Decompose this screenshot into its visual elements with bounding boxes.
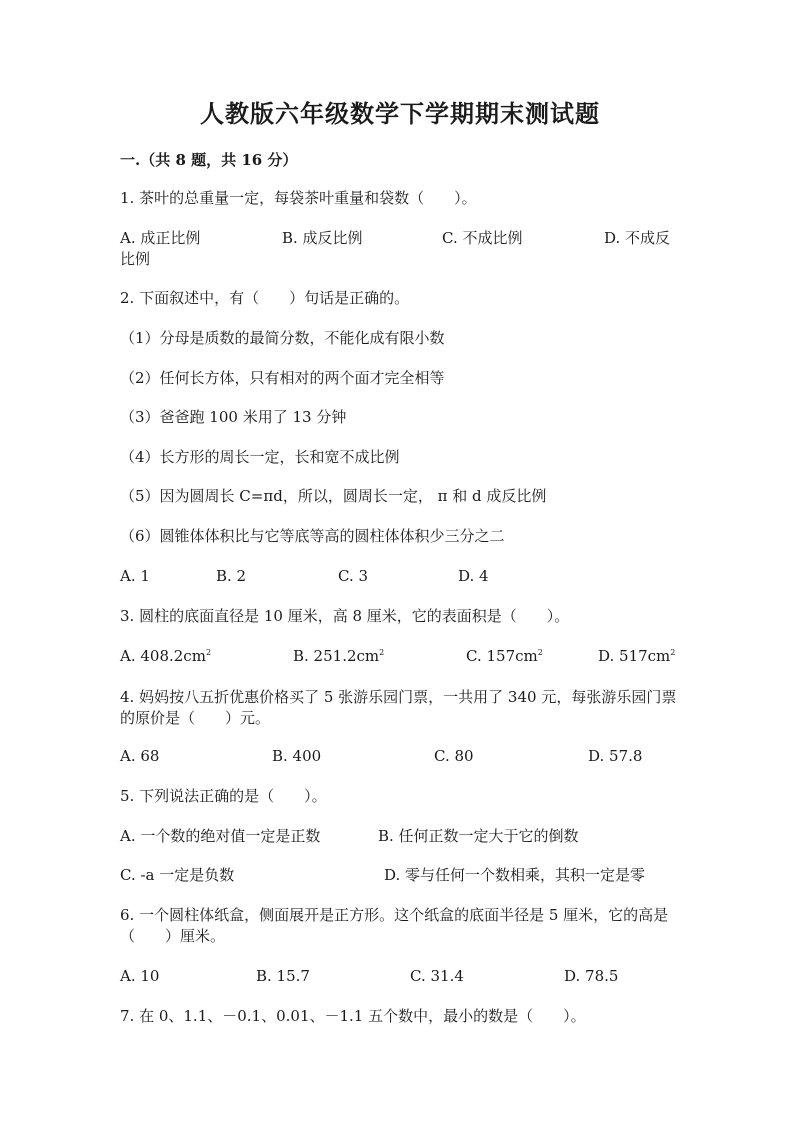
question-6-stem: 6. 一个圆柱体纸盒，侧面展开是正方形。这个纸盒的底面半径是 5 厘米，它的高是（ ）厘米。 — [120, 906, 669, 945]
q6-option-b: B. 15.7 — [256, 967, 310, 985]
q5-option-d: D. 零与任何一个数相乘，其积一定是零 — [384, 866, 646, 884]
q2-statement-4: （4）长方形的周长一定，长和宽不成比例 — [120, 448, 400, 466]
q5-option-c: C. -a 一定是负数 — [120, 866, 235, 884]
q2-option-a: A. 1 — [120, 567, 150, 585]
question-5-stem: 5. 下列说法正确的是（ ）。 — [120, 787, 327, 805]
q2-statement-3: （3）爸爸跑 100 米用了 13 分钟 — [120, 408, 347, 426]
q3-option-a — [120, 646, 211, 666]
unit-exponent: 2 — [205, 648, 212, 657]
q4-option-a: A. 68 — [120, 747, 160, 765]
q3-option-c-text: C. 157cm — [466, 647, 538, 665]
question-4-stem: 4. 妈妈按八五折优惠价格买了 5 张游乐园门票，一共用了 340 元，每张游乐园门票的原价是（ ）元。 — [120, 688, 677, 727]
q2-option-c: C. 3 — [338, 567, 369, 585]
q2-statement-2: （2）任何长方体，只有相对的两个面才完全相等 — [120, 369, 445, 387]
q3-option-d-text: D. 517cm — [598, 647, 671, 665]
unit-exponent: 2 — [670, 648, 676, 657]
q3-option-c — [466, 646, 543, 666]
page-title: 人教版六年级数学下学期期末测试题 — [200, 99, 600, 128]
question-1-stem: 1. 茶叶的总重量一定，每袋茶叶重量和袋数（ ）。 — [120, 189, 477, 207]
q1-option-d: D. 不成反 — [604, 229, 671, 247]
section-heading: 一.（共 8 题，共 16 分） — [120, 151, 298, 169]
q3-option-b — [293, 646, 384, 666]
question-3-stem: 3. 圆柱的底面直径是 10 厘米，高 8 厘米，它的表面积是（ ）。 — [120, 607, 570, 625]
q4-option-d: D. 57.8 — [588, 747, 643, 765]
q6-option-a: A. 10 — [120, 967, 160, 985]
q6-option-d: D. 78.5 — [564, 967, 619, 985]
q2-statement-6: （6）圆锥体体积比与它等底等高的圆柱体体积少三分之二 — [120, 527, 505, 545]
q2-statement-5: （5）因为圆周长 C=πd，所以，圆周长一定， π 和 d 成反比例 — [120, 487, 547, 505]
q1-option-b: B. 成反比例 — [282, 229, 363, 247]
q5-option-b: B. 任何正数一定大于它的倒数 — [378, 827, 579, 845]
q1-option-a: A. 成正比例 — [120, 229, 201, 247]
q6-option-c: C. 31.4 — [410, 967, 464, 985]
q5-option-a: A. 一个数的绝对值一定是正数 — [120, 827, 321, 845]
q1-option-d-wrap: 比例 — [120, 250, 151, 268]
unit-exponent: 2 — [379, 648, 385, 657]
q1-option-c: C. 不成比例 — [442, 229, 523, 247]
q3-option-a-text: A. 408.2cm — [120, 647, 206, 665]
q4-option-b: B. 400 — [272, 747, 322, 765]
q3-option-b-text: B. 251.2cm — [293, 647, 380, 665]
unit-exponent: 2 — [537, 648, 543, 657]
q2-option-b: B. 2 — [216, 567, 247, 585]
q2-statement-1: （1）分母是质数的最简分数，不能化成有限小数 — [120, 329, 445, 347]
q4-option-c: C. 80 — [434, 747, 474, 765]
q2-option-d: D. 4 — [458, 567, 489, 585]
question-2-stem: 2. 下面叙述中，有（ ）句话是正确的。 — [120, 289, 410, 307]
q3-option-d — [598, 646, 675, 666]
question-7-stem: 7. 在 0、1.1、－0.1、0.01、－1.1 五个数中，最小的数是（ ）。 — [120, 1007, 586, 1025]
